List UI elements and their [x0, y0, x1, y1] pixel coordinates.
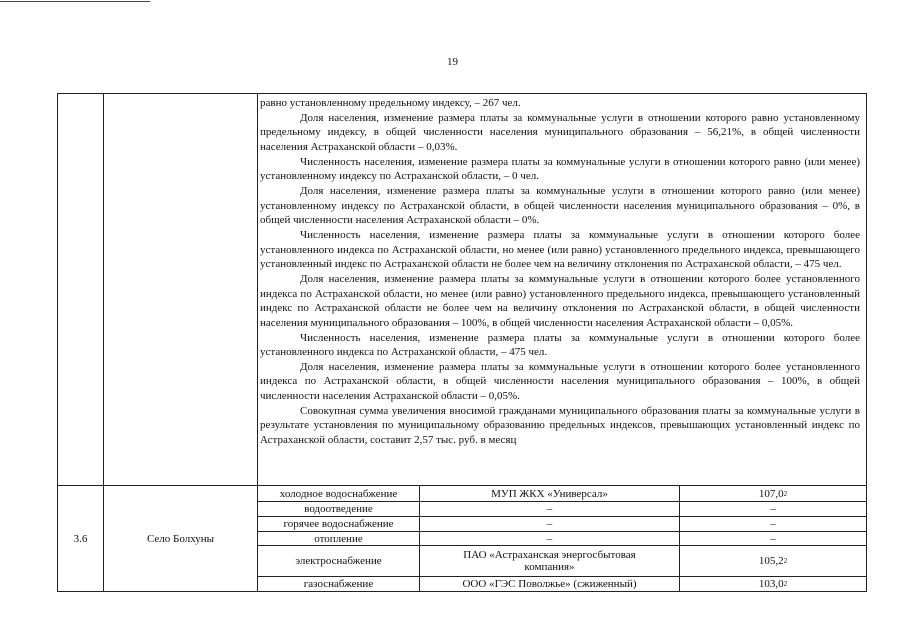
index-value-cell: 107,0 2: [758, 487, 788, 500]
index-value: 107,0: [758, 487, 784, 500]
index-value-cell: 105,2 2: [758, 555, 788, 567]
index-value: 105,2: [758, 555, 784, 567]
top-rule: [0, 1, 150, 2]
service-provider: –: [546, 503, 553, 515]
service-provider: ПАО «Астраханская энергосбытовая компания»: [463, 549, 636, 573]
service-provider: –: [546, 518, 553, 530]
index-value-cell: 103,0 2: [758, 578, 788, 590]
service-provider: ООО «ГЭС Поволжье» (сжиженный): [462, 578, 637, 590]
index-value: –: [770, 532, 776, 545]
index-value: 103,0: [758, 578, 784, 590]
paragraph: Доля населения, изменение размера платы за коммунальные услуги в отношении которого более установленного индекса по Астраханской области, в общей численности населения муниципального образования – 100%, в общей численности населения Астраханской области – 0,05%.: [260, 360, 860, 403]
service-name: холодное водоснабжение: [279, 487, 398, 500]
paragraph: Численность населения, изменение размера платы за коммунальные услуги в отношении которого более установленного индекса по Астраханской области, но менее (или равно) установленного предельного индекса, превышающего установленный индекс по Астраханской области не более чем на величину отклонения по Астраханской области, – 475 чел.: [260, 228, 860, 271]
paragraph: Доля населения, изменение размера платы за коммунальные услуги в отношении которого равно установленному предельному индексу, в общей численности населения муниципального образования – 56,21%, в общей численности населения Астраханской области – 0,03%.: [260, 111, 860, 153]
paragraph: Доля населения, изменение размера платы за коммунальные услуги в отношении которого равно (или менее) установленному индексу по Астраханской области, в общей численности населения муниципального образования – 0%, в общей численности населения Астраханской области – 0%.: [260, 184, 860, 227]
paragraph: равно установленному предельному индексу, – 267 чел.: [260, 97, 521, 109]
service-provider: МУП ЖКХ «Универсал»: [491, 487, 608, 500]
table-bottom-border: [57, 591, 867, 592]
index-value: –: [770, 518, 776, 530]
table-top-border: [57, 93, 867, 94]
service-name: водоотведение: [304, 503, 373, 515]
paragraph: Совокупная сумма увеличения вносимой гражданами муниципального образования платы за коммунальные услуги в результате установления по муниципальному образованию предельных индексов, превышающих установленный индекс по Астраханской области, составит 2,57 тыс. руб. в месяц: [260, 404, 860, 447]
table-sheet: [57, 93, 867, 592]
service-name: электроснабжение: [295, 555, 382, 567]
service-name: отопление: [314, 532, 363, 545]
table-right-border: [866, 93, 867, 592]
service-provider: –: [546, 532, 553, 545]
paragraph: Доля населения, изменение размера платы за коммунальные услуги в отношении которого более установленного индекса по Астраханской области, но менее (или равно) установленного предельного индекса, превышающего установленный индекс по Астраханской области не более чем на величину отклонения по Астраханской области, в общей численности населения муниципального образования – 100%, в общей численности населения Астраханской области – 0,05%.: [260, 272, 860, 329]
settlement-name: Село Болхуны: [146, 532, 215, 545]
paragraph: Численность населения, изменение размера платы за коммунальные услуги в отношении которого более установленного индекса по Астраханской области, – 475 чел.: [260, 331, 860, 359]
index-value: –: [770, 503, 776, 515]
text-block: [260, 96, 860, 448]
paragraph: Численность населения, изменение размера платы за коммунальные услуги в отношении которого равно (или менее) установленному индексу по Астраханской области, – 0 чел.: [260, 155, 860, 183]
page-number: 19: [447, 56, 458, 68]
service-name: газоснабжение: [303, 578, 374, 590]
row-number: 3.6: [73, 532, 88, 545]
service-name: горячее водоснабжение: [283, 518, 394, 530]
